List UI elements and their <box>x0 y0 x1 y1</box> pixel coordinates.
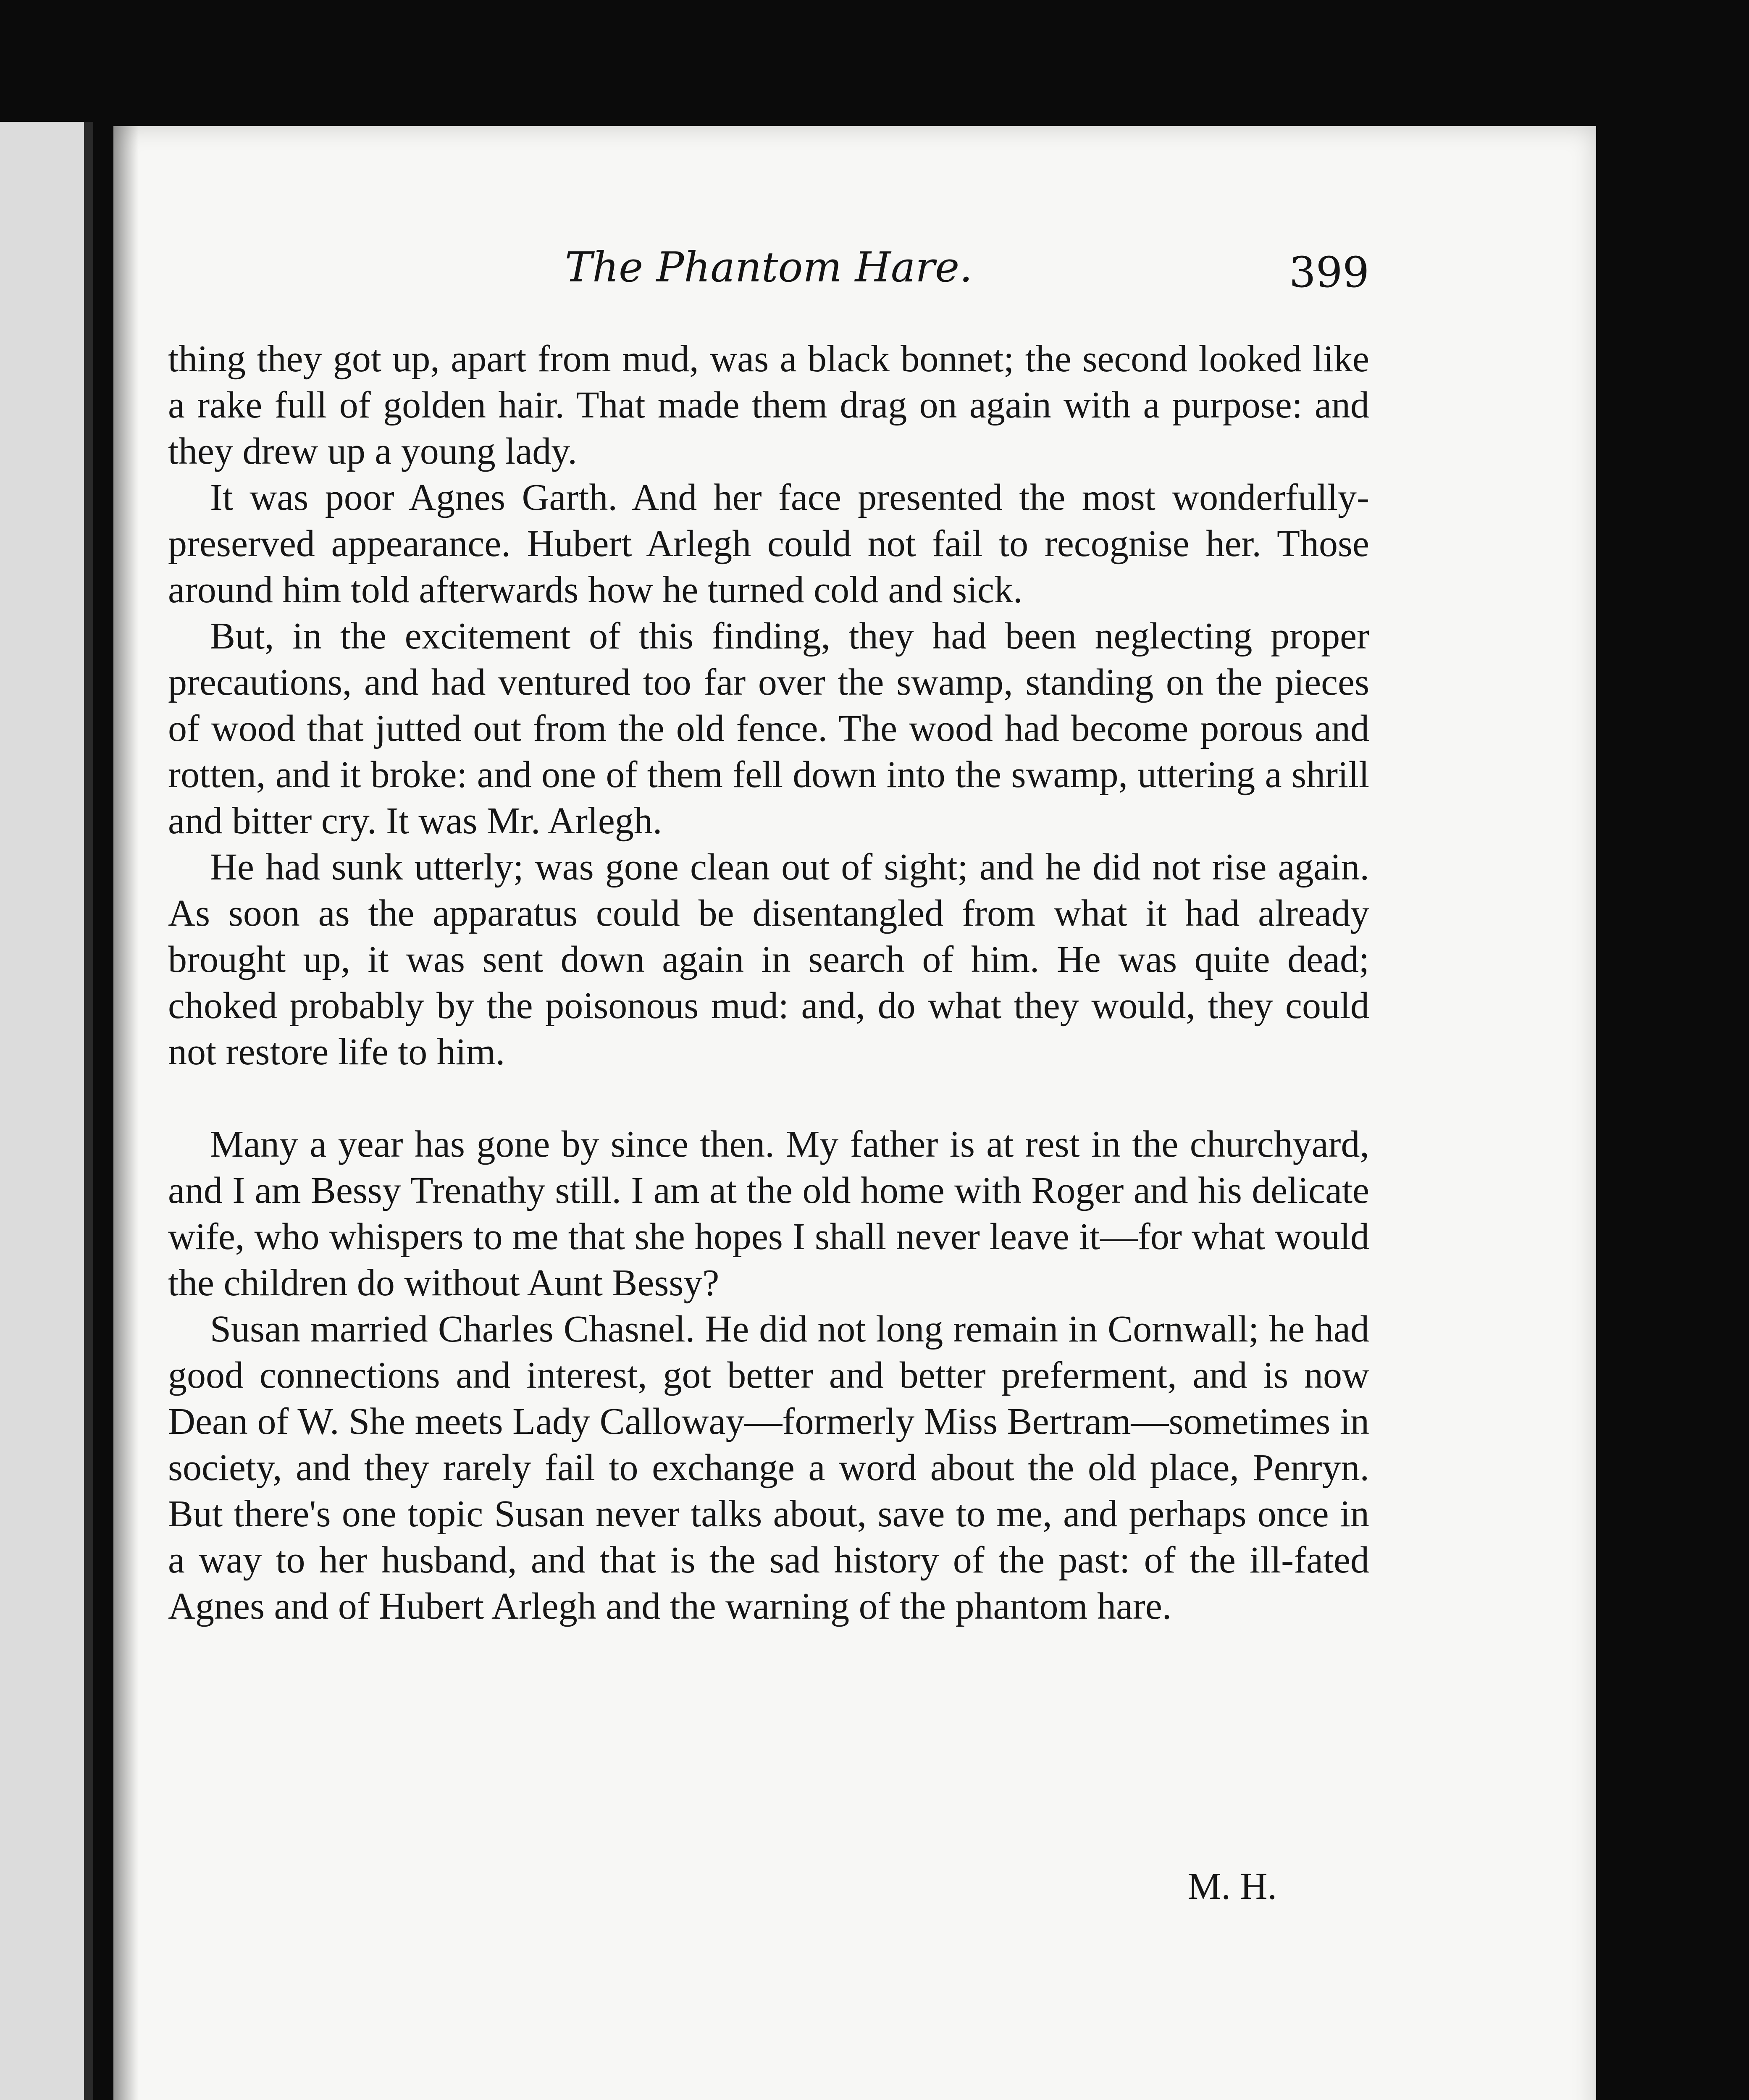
page-number: 399 <box>1289 248 1369 297</box>
author-signature: M. H. <box>1187 1866 1277 1907</box>
paragraph-2: It was poor Agnes Garth. And her face presented the most wonderfully-preserved appearance. Hubert Arlegh could not fail to recognise her. Those around him told afterwards how he turned cold and sick. <box>168 477 1369 611</box>
running-header <box>168 244 1369 302</box>
paragraph-3: But, in the excitement of this finding, they had been neglecting proper precautions, and had ventured too far over the swamp, standing on the pieces of wood that jutted out from the old fence. The wood had become porous and rotten, and it broke: and one of them fell down into the swamp, uttering a shrill and bitter cry. It was Mr. Arlegh. <box>168 615 1369 842</box>
paragraph-4: He had sunk utterly; was gone clean out of sight; and he did not rise again. As soon as the apparatus could be disentangled from what it had already brought up, it was sent down again in search of him. He was quite dead; choked probably by the poisonous mud: and, do what they would, they could not restore life to him. <box>168 846 1369 1073</box>
left-page-edge <box>0 122 93 2100</box>
paragraph-1: thing they got up, apart from mud, was a black bonnet; the second looked like a rake full of golden hair. That made them drag on again with a purpose: and they drew up a young lady. <box>168 338 1369 472</box>
spine-shadow <box>113 126 139 2100</box>
paragraph-6: Susan married Charles Chasnel. He did not long remain in Cornwall; he had good connections and interest, got better and better preferment, and is now Dean of W. She meets Lady Calloway—formerly Miss Bertram—sometimes in society, and they rarely fail to exchange a word about the old place, Penryn. But there's one topic Susan never talks about, save to me, and perhaps once in a way to her husband, and that is the sad history of the past: of the ill-fated Agnes and of Hubert Arlegh and the warning of the phantom hare. <box>168 1308 1369 1627</box>
running-title: The Phantom Hare. <box>565 244 973 291</box>
paragraph-5: Many a year has gone by since then. My father is at rest in the churchyard, and I am Bessy Trenathy still. I am at the old home with Roger and his delicate wife, who whispers to me that she hopes I shall never leave it—for what would the children do without Aunt Bessy? <box>168 1124 1369 1304</box>
body-text <box>168 336 1369 1630</box>
